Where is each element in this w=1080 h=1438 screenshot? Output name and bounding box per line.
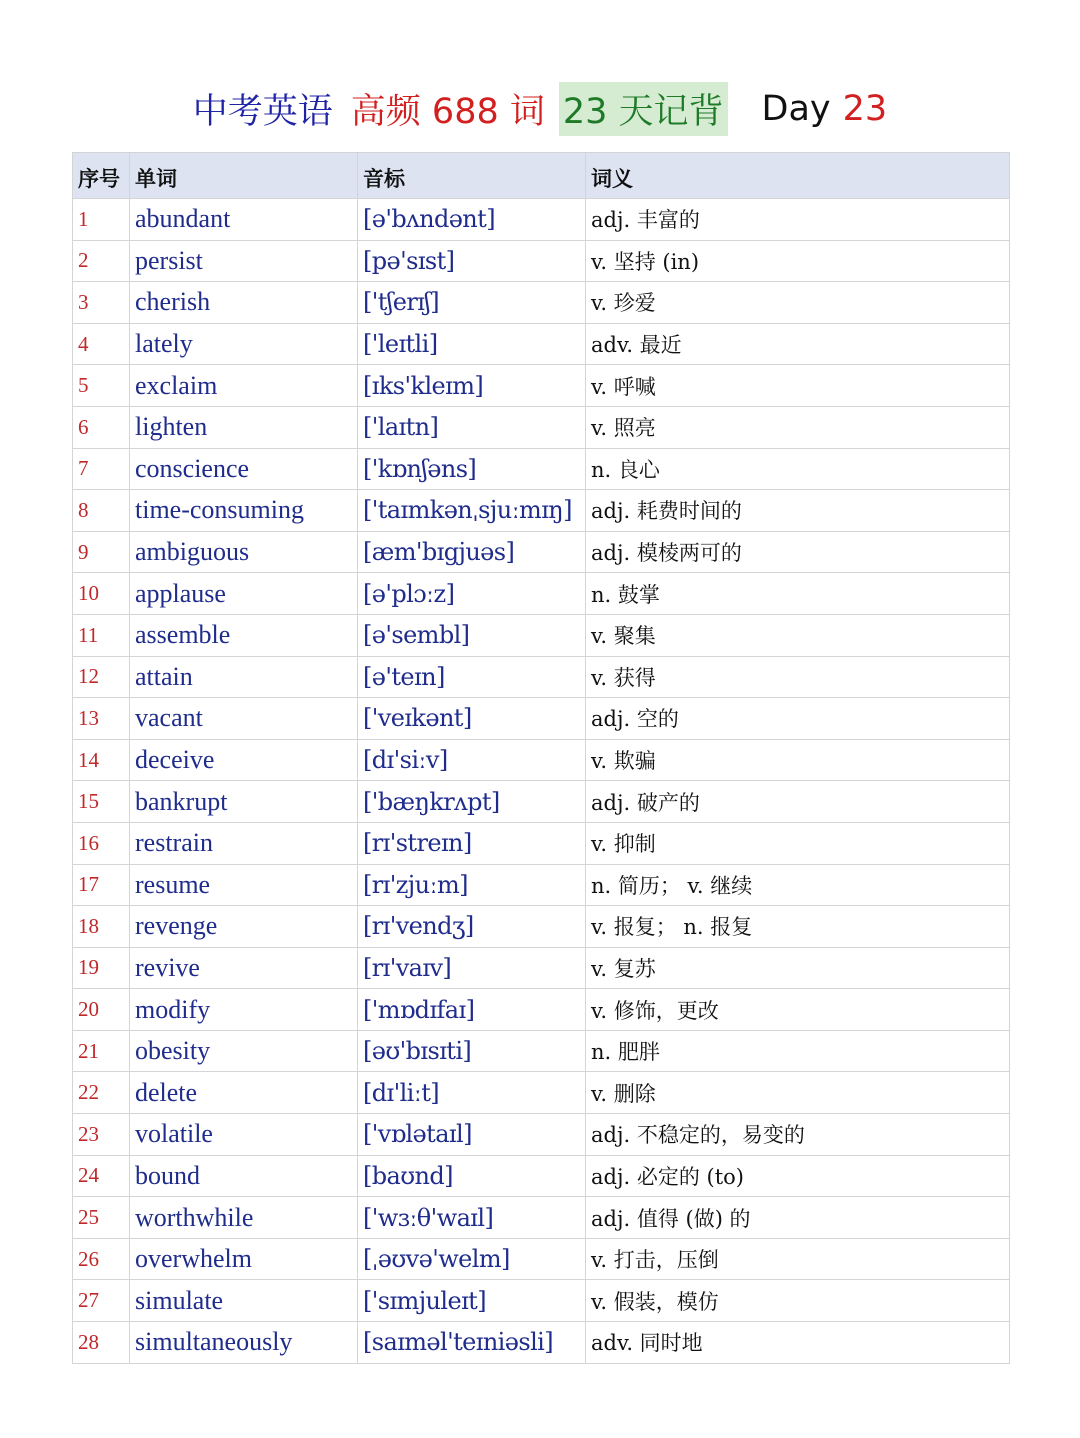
row-meaning: n. 鼓掌 bbox=[586, 573, 1010, 615]
row-phonetic: ['vɒlətaɪl] bbox=[358, 1114, 586, 1156]
row-meaning: v. 照亮 bbox=[586, 406, 1010, 448]
row-phonetic: ['sɪmjuleɪt] bbox=[358, 1280, 586, 1322]
row-number: 8 bbox=[73, 490, 130, 532]
table-row bbox=[73, 739, 1010, 781]
row-number: 19 bbox=[73, 947, 130, 989]
row-number: 11 bbox=[73, 614, 130, 656]
row-number: 23 bbox=[73, 1114, 130, 1156]
row-meaning: adv. 最近 bbox=[586, 323, 1010, 365]
row-number: 10 bbox=[73, 573, 130, 615]
row-meaning: v. 假装，模仿 bbox=[586, 1280, 1010, 1322]
table-row bbox=[73, 1322, 1010, 1364]
row-meaning: v. 复苏 bbox=[586, 947, 1010, 989]
row-word: ambiguous bbox=[130, 531, 358, 573]
row-number: 15 bbox=[73, 781, 130, 823]
row-word: exclaim bbox=[130, 365, 358, 407]
row-meaning: v. 欺骗 bbox=[586, 739, 1010, 781]
row-number: 27 bbox=[73, 1280, 130, 1322]
row-meaning: v. 报复； n. 报复 bbox=[586, 906, 1010, 948]
table-row bbox=[73, 906, 1010, 948]
table-row bbox=[73, 448, 1010, 490]
title-days-plan: 23 天记背 bbox=[559, 82, 728, 136]
row-number: 24 bbox=[73, 1155, 130, 1197]
row-phonetic: [rɪ'vaɪv] bbox=[358, 947, 586, 989]
row-number: 22 bbox=[73, 1072, 130, 1114]
row-meaning: v. 聚集 bbox=[586, 614, 1010, 656]
table-row bbox=[73, 822, 1010, 864]
row-number: 12 bbox=[73, 656, 130, 698]
title-exam-english: 中考英语 bbox=[192, 92, 333, 132]
table-row bbox=[73, 1197, 1010, 1239]
row-meaning: n. 简历； v. 继续 bbox=[586, 864, 1010, 906]
row-phonetic: ['tʃerɪʃ] bbox=[358, 282, 586, 324]
row-meaning: adj. 破产的 bbox=[586, 781, 1010, 823]
row-phonetic: [əʊ'bɪsɪti] bbox=[358, 1030, 586, 1072]
page-title bbox=[0, 78, 1080, 140]
row-meaning: v. 删除 bbox=[586, 1072, 1010, 1114]
row-meaning: v. 呼喊 bbox=[586, 365, 1010, 407]
title-day-label: Day bbox=[761, 89, 831, 129]
header-word: 单词 bbox=[130, 153, 358, 199]
row-number: 13 bbox=[73, 698, 130, 740]
row-number: 14 bbox=[73, 739, 130, 781]
row-number: 17 bbox=[73, 864, 130, 906]
row-number: 20 bbox=[73, 989, 130, 1031]
row-meaning: v. 获得 bbox=[586, 656, 1010, 698]
row-word: bound bbox=[130, 1155, 358, 1197]
row-number: 26 bbox=[73, 1238, 130, 1280]
row-phonetic: [dɪ'liːt] bbox=[358, 1072, 586, 1114]
row-word: vacant bbox=[130, 698, 358, 740]
row-number: 3 bbox=[73, 282, 130, 324]
row-word: modify bbox=[130, 989, 358, 1031]
table-row bbox=[73, 1155, 1010, 1197]
row-phonetic: [saɪməl'teɪniəsli] bbox=[358, 1322, 586, 1364]
table-row bbox=[73, 406, 1010, 448]
table-body bbox=[73, 199, 1010, 1364]
row-phonetic: [ə'bʌndənt] bbox=[358, 199, 586, 241]
row-word: simultaneously bbox=[130, 1322, 358, 1364]
row-meaning: adv. 同时地 bbox=[586, 1322, 1010, 1364]
header-number: 序号 bbox=[73, 153, 130, 199]
table-row bbox=[73, 1280, 1010, 1322]
table-header-row bbox=[73, 153, 1010, 199]
table-row bbox=[73, 1238, 1010, 1280]
row-word: worthwhile bbox=[130, 1197, 358, 1239]
row-word: resume bbox=[130, 864, 358, 906]
table-row bbox=[73, 1072, 1010, 1114]
row-word: obesity bbox=[130, 1030, 358, 1072]
row-phonetic: [rɪ'streɪn] bbox=[358, 822, 586, 864]
row-word: revive bbox=[130, 947, 358, 989]
row-number: 28 bbox=[73, 1322, 130, 1364]
row-word: volatile bbox=[130, 1114, 358, 1156]
row-meaning: v. 抑制 bbox=[586, 822, 1010, 864]
row-word: abundant bbox=[130, 199, 358, 241]
row-word: restrain bbox=[130, 822, 358, 864]
table-row bbox=[73, 698, 1010, 740]
row-number: 25 bbox=[73, 1197, 130, 1239]
table-row bbox=[73, 656, 1010, 698]
table-row bbox=[73, 614, 1010, 656]
row-meaning: n. 良心 bbox=[586, 448, 1010, 490]
row-meaning: adj. 耗费时间的 bbox=[586, 490, 1010, 532]
row-meaning: adj. 空的 bbox=[586, 698, 1010, 740]
row-phonetic: [ˌəʊvə'welm] bbox=[358, 1238, 586, 1280]
header-meaning: 词义 bbox=[586, 153, 1010, 199]
row-meaning: adj. 必定的 (to) bbox=[586, 1155, 1010, 1197]
row-meaning: v. 打击，压倒 bbox=[586, 1238, 1010, 1280]
table-row bbox=[73, 490, 1010, 532]
vocabulary-table bbox=[72, 152, 1010, 1364]
row-phonetic: ['veɪkənt] bbox=[358, 698, 586, 740]
row-phonetic: ['kɒnʃəns] bbox=[358, 448, 586, 490]
row-phonetic: [ə'teɪn] bbox=[358, 656, 586, 698]
row-phonetic: ['laɪtn] bbox=[358, 406, 586, 448]
row-meaning: n. 肥胖 bbox=[586, 1030, 1010, 1072]
row-phonetic: [dɪ'siːv] bbox=[358, 739, 586, 781]
row-number: 18 bbox=[73, 906, 130, 948]
row-number: 21 bbox=[73, 1030, 130, 1072]
row-number: 4 bbox=[73, 323, 130, 365]
row-number: 2 bbox=[73, 240, 130, 282]
row-phonetic: [pə'sɪst] bbox=[358, 240, 586, 282]
table-row bbox=[73, 864, 1010, 906]
row-word: persist bbox=[130, 240, 358, 282]
row-meaning: v. 修饰，更改 bbox=[586, 989, 1010, 1031]
row-word: assemble bbox=[130, 614, 358, 656]
row-meaning: adj. 值得 (做) 的 bbox=[586, 1197, 1010, 1239]
table-row bbox=[73, 323, 1010, 365]
row-meaning: adj. 丰富的 bbox=[586, 199, 1010, 241]
table-row bbox=[73, 1030, 1010, 1072]
row-number: 1 bbox=[73, 199, 130, 241]
row-word: delete bbox=[130, 1072, 358, 1114]
table-row bbox=[73, 947, 1010, 989]
title-high-frequency: 高频 688 词 bbox=[350, 92, 545, 132]
row-number: 9 bbox=[73, 531, 130, 573]
row-word: lighten bbox=[130, 406, 358, 448]
row-meaning: v. 坚持 (in) bbox=[586, 240, 1010, 282]
row-phonetic: [rɪ'vendʒ] bbox=[358, 906, 586, 948]
row-word: time-consuming bbox=[130, 490, 358, 532]
row-word: applause bbox=[130, 573, 358, 615]
row-phonetic: [ə'sembl] bbox=[358, 614, 586, 656]
row-number: 5 bbox=[73, 365, 130, 407]
row-phonetic: [ə'plɔːz] bbox=[358, 573, 586, 615]
table-row bbox=[73, 365, 1010, 407]
row-number: 6 bbox=[73, 406, 130, 448]
header-phonetic: 音标 bbox=[358, 153, 586, 199]
row-phonetic: ['leɪtli] bbox=[358, 323, 586, 365]
title-day-number: 23 bbox=[842, 89, 888, 129]
row-phonetic: [æm'bɪgjuəs] bbox=[358, 531, 586, 573]
row-word: simulate bbox=[130, 1280, 358, 1322]
row-word: attain bbox=[130, 656, 358, 698]
row-word: revenge bbox=[130, 906, 358, 948]
row-meaning: adj. 不稳定的，易变的 bbox=[586, 1114, 1010, 1156]
table-row bbox=[73, 199, 1010, 241]
row-word: lately bbox=[130, 323, 358, 365]
table-row bbox=[73, 781, 1010, 823]
row-meaning: adj. 模棱两可的 bbox=[586, 531, 1010, 573]
table-row bbox=[73, 282, 1010, 324]
row-phonetic: [rɪ'zjuːm] bbox=[358, 864, 586, 906]
row-phonetic: ['taɪmkənˌsjuːmɪŋ] bbox=[358, 490, 586, 532]
row-word: deceive bbox=[130, 739, 358, 781]
row-meaning: v. 珍爱 bbox=[586, 282, 1010, 324]
row-phonetic: ['wɜːθ'waɪl] bbox=[358, 1197, 586, 1239]
table-row bbox=[73, 240, 1010, 282]
row-word: conscience bbox=[130, 448, 358, 490]
row-word: overwhelm bbox=[130, 1238, 358, 1280]
row-word: bankrupt bbox=[130, 781, 358, 823]
row-phonetic: ['mɒdɪfaɪ] bbox=[358, 989, 586, 1031]
row-phonetic: [baʊnd] bbox=[358, 1155, 586, 1197]
table-row bbox=[73, 989, 1010, 1031]
table-row bbox=[73, 573, 1010, 615]
row-number: 7 bbox=[73, 448, 130, 490]
row-phonetic: ['bæŋkrʌpt] bbox=[358, 781, 586, 823]
table-row bbox=[73, 531, 1010, 573]
row-phonetic: [ɪks'kleɪm] bbox=[358, 365, 586, 407]
row-word: cherish bbox=[130, 282, 358, 324]
table-row bbox=[73, 1114, 1010, 1156]
row-number: 16 bbox=[73, 822, 130, 864]
